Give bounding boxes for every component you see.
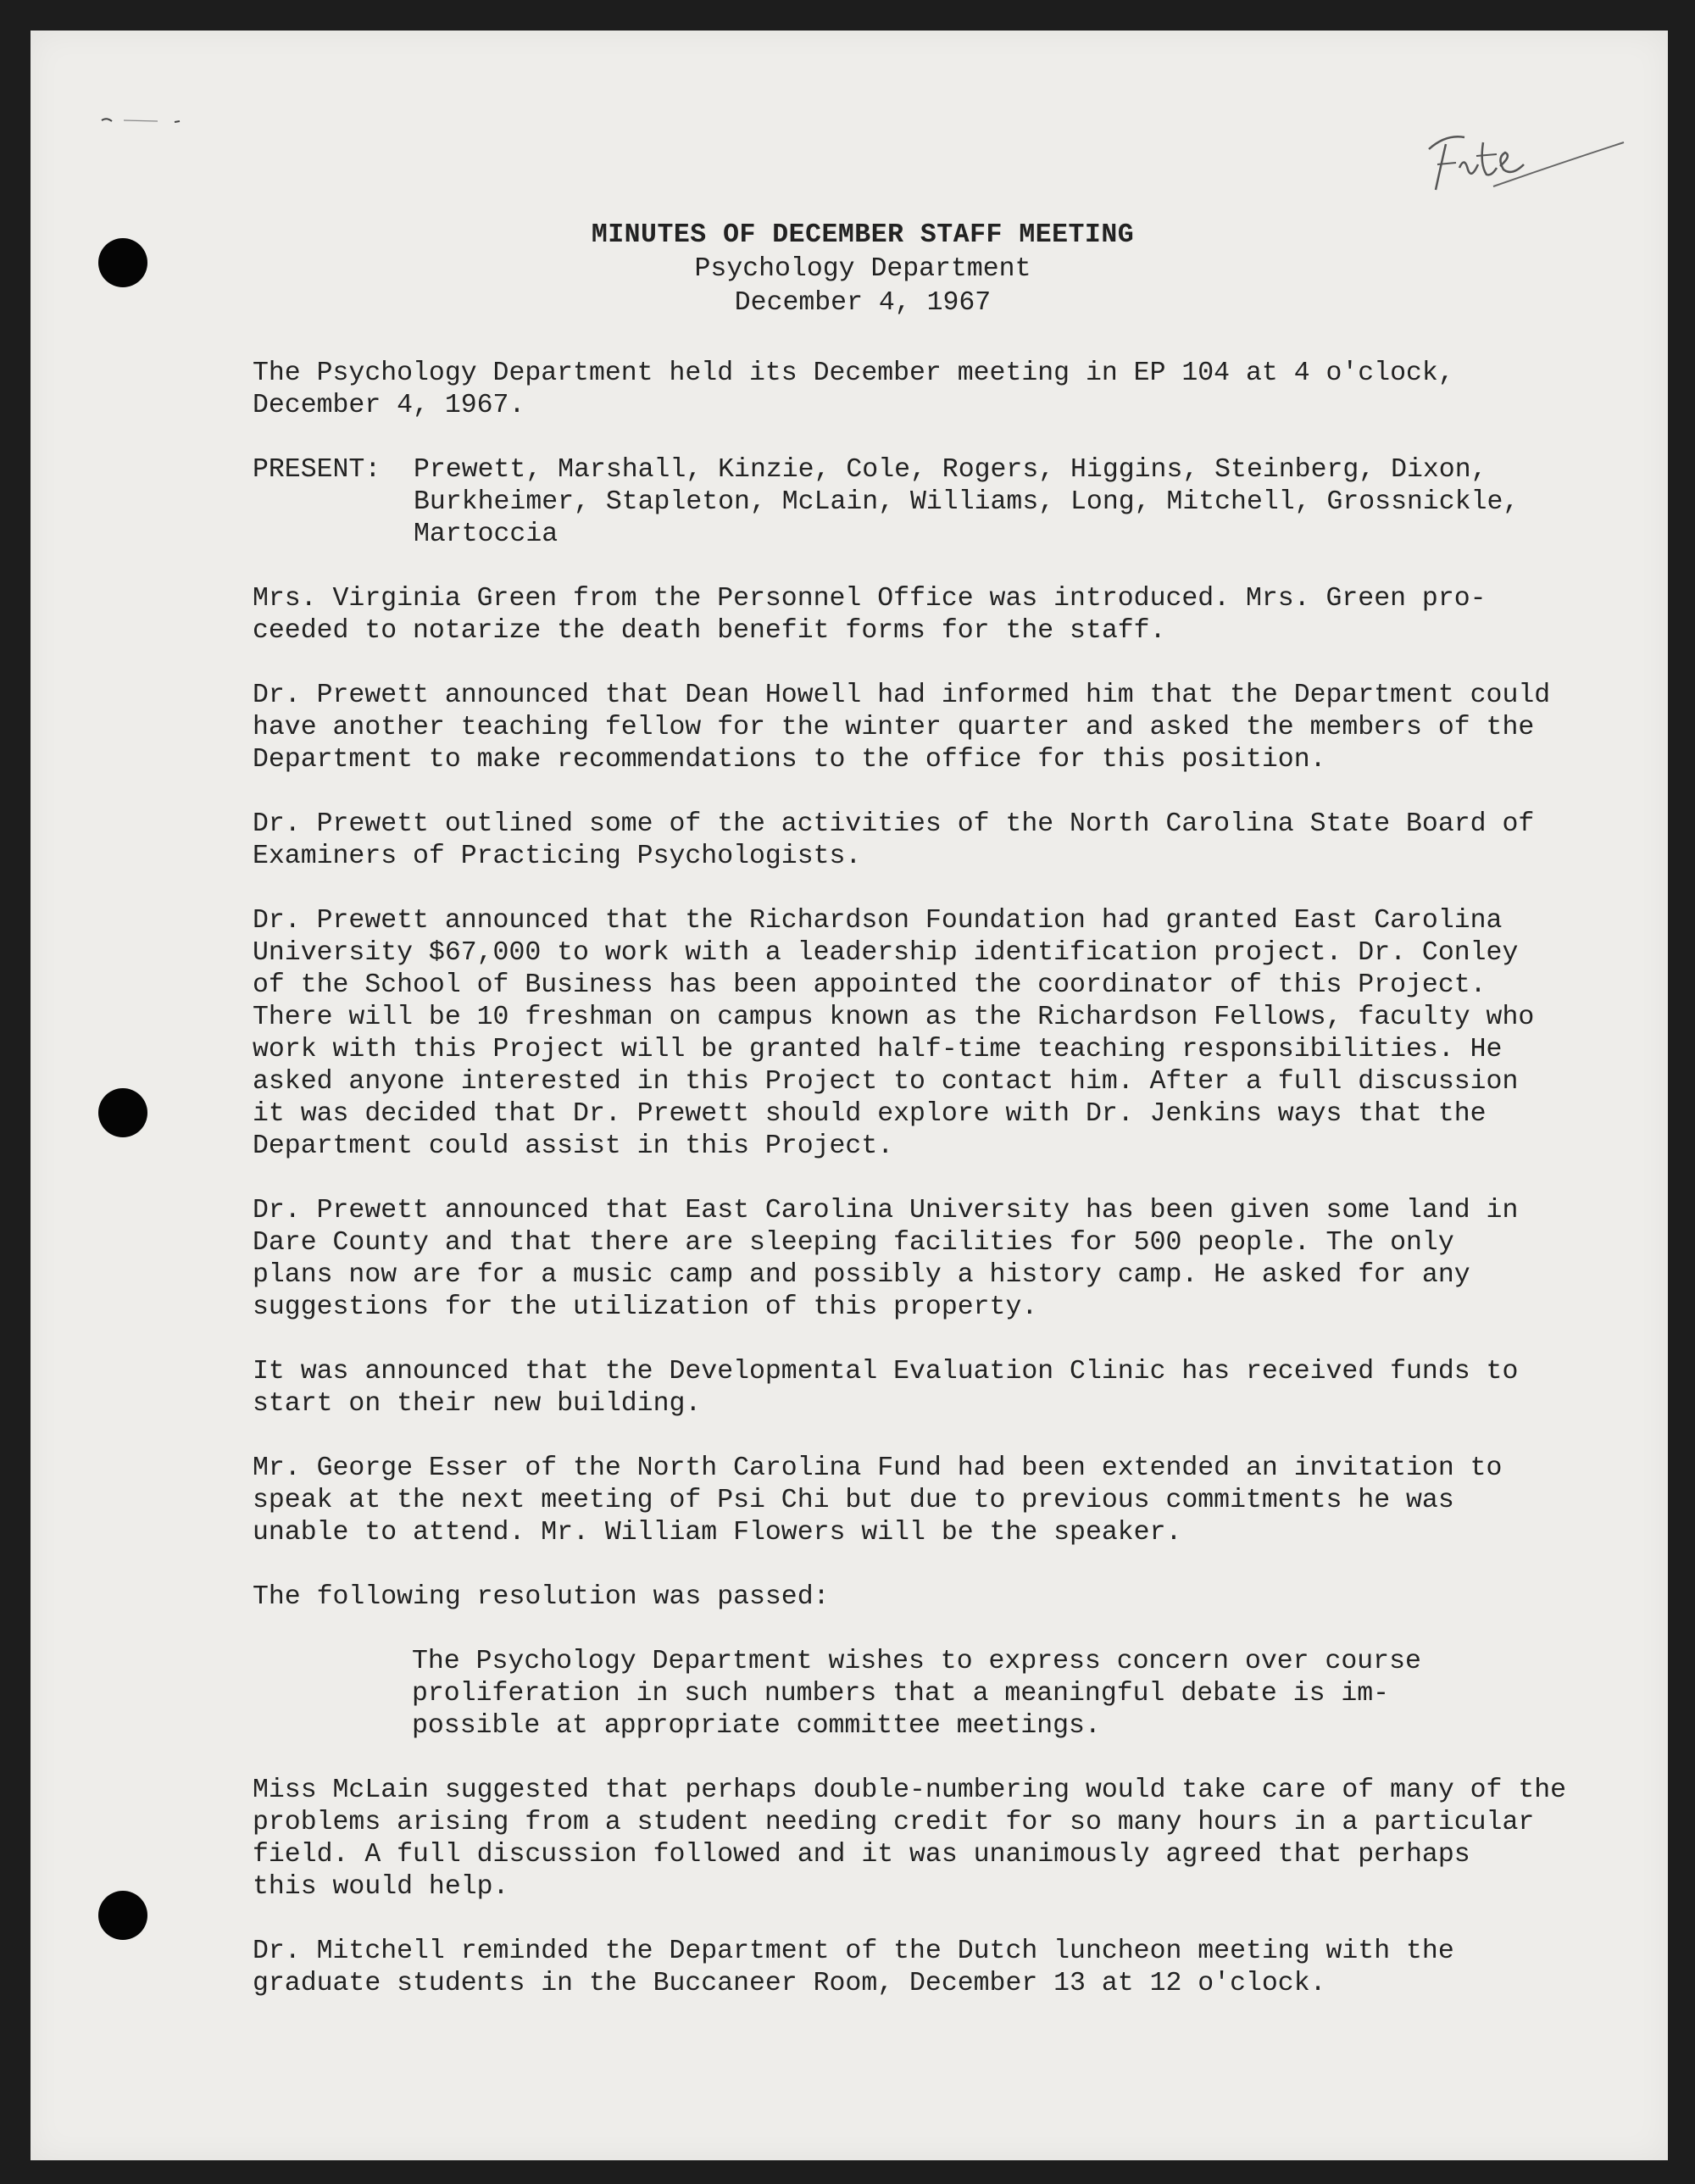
paragraph: Dr. Prewett announced that East Carolina University has been given some land in Dare County and that there are sleeping facilities for 500 people. The only plans now are for a music camp and possibly a history camp. He asked for any suggestions for the utilization of this property. — [253, 1196, 1519, 1322]
document-title: MINUTES OF DECEMBER STAFF MEETING — [591, 220, 1135, 250]
meeting-date: December 4, 1967 — [734, 288, 992, 318]
paragraph: Mrs. Virginia Green from the Personnel Office was introduced. Mrs. Green pro- ceeded to notarize the death benefit forms for the staff. — [253, 584, 1487, 646]
paragraph: Mr. George Esser of the North Carolina Fund had been extended an invitation to speak at the next meeting of Psi Chi but due to previous commitments he was unable to attend. Mr. William Flowers will be the speaker. — [253, 1453, 1503, 1548]
paragraph: Dr. Mitchell reminded the Department of the Dutch luncheon meeting with the graduate students in the Buccaneer Room, December 13 at 12 o'clock. — [253, 1937, 1454, 1998]
punch-hole — [98, 238, 147, 287]
paragraph: Miss McLain suggested that perhaps double-numbering would take care of many of the problems arising from a student needing credit for so many hours in a particular field. A full discussion followed and it was unanimously agreed that perhaps this would help. — [253, 1776, 1567, 1902]
paragraph: Dr. Prewett announced that Dean Howell had informed him that the Department could have another teaching fellow for the winter quarter and asked the members of the Department to make recommendations to the office for this position. — [253, 681, 1551, 775]
attendance — [253, 454, 1575, 551]
resolution-text: The Psychology Department wishes to express concern over course proliferation in such numbers that a meaningful debate is im- possible at appropriate committee meetings. — [412, 1647, 1421, 1741]
paragraph: Dr. Prewett announced that the Richardson Foundation had granted East Carolina University $67,000 to work with a leadership identification project. Dr. Conley of the School of Business has been appointed the coordinator of this Project. There will be 10 freshman on campus known as the Richardson Fellows, faculty who work with this Project will be granted half-time teaching responsibilities. He asked anyone interested in this Project to contact him. After a full discussion it was decided that Dr. Prewett should explore with Dr. Jenkins ways that the Department could assist in this Project. — [253, 906, 1535, 1161]
punch-hole — [98, 1088, 147, 1137]
department-name: Psychology Department — [694, 254, 1031, 284]
punch-hole — [98, 1891, 147, 1940]
present-names: Prewett, Marshall, Kinzie, Cole, Rogers, Higgins, Steinberg, Dixon, Burkheimer, Stapleton, McLain, Williams, Long, Mitchell, Grossnickle, Martoccia — [414, 455, 1520, 549]
paragraph: Dr. Prewett outlined some of the activities of the North Carolina State Board of Examiners of Practicing Psychologists. — [253, 809, 1535, 871]
paragraph: The following resolution was passed: — [253, 1582, 830, 1612]
intro-paragraph: The Psychology Department held its December meeting in EP 104 at 4 o'clock, December 4, 1967. — [253, 358, 1454, 420]
staple-mark — [98, 108, 225, 134]
paragraph: It was announced that the Developmental Evaluation Clinic has received funds to start on their new building. — [253, 1357, 1519, 1419]
minutes-text — [253, 219, 1575, 2000]
present-label: PRESENT: — [253, 455, 381, 485]
handwritten-annotation — [1412, 108, 1632, 202]
document-header — [253, 219, 1473, 320]
document-page — [31, 31, 1668, 2160]
